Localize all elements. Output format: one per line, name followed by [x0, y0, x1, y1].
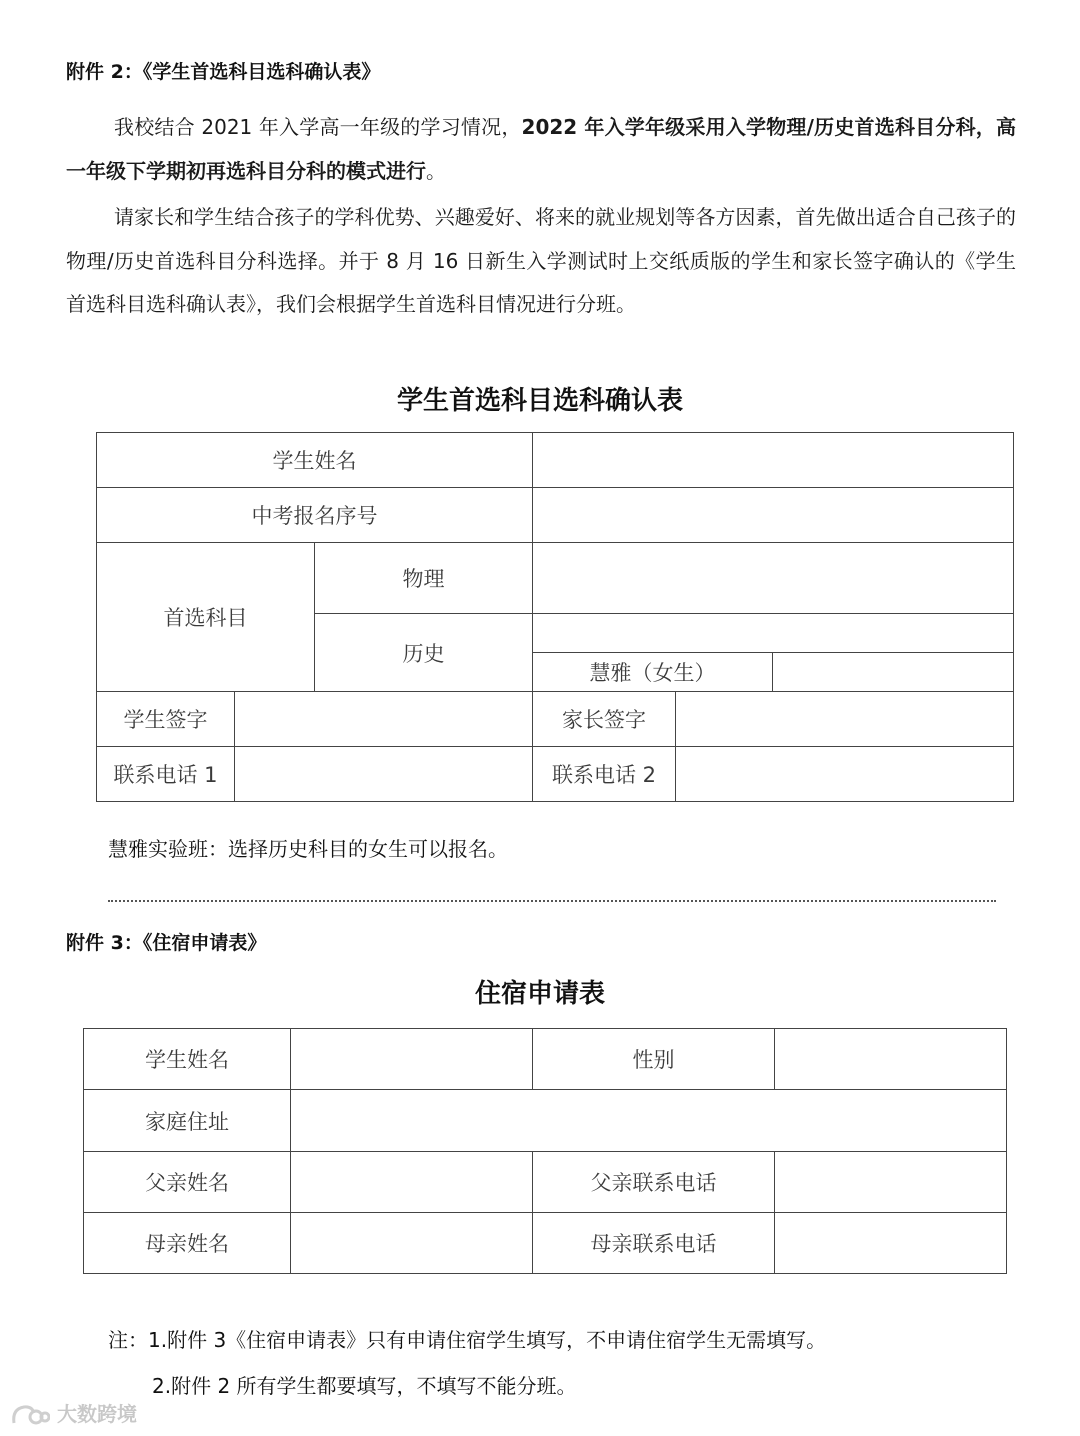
intro-paragraph-2: 请家长和学生结合孩子的学科优势、兴趣爱好、将来的就业规划等各方因素，首先做出适合自己孩子的物理/历史首选科目分科选择。并于 8 月 16 日新生入学测试时上交纸质版的学生和家长签字确认的《学生首选科目选科确认表》，我们会根据学生首选科目情况进行分班。 [66, 205, 1016, 316]
input-mother-name[interactable] [291, 1213, 533, 1274]
option-physics: 物理 [315, 543, 533, 614]
selection-table-title: 学生首选科目选科确认表 [396, 386, 683, 416]
table-row [97, 692, 1014, 747]
intro-bold-text: 2022 年入学年级采用入学物理/历史首选科目分科，高一年级下学期初再选科目分科的模式进行 [66, 115, 1016, 183]
label-student-sign: 学生签字 [97, 692, 235, 747]
intro-paragraph-1 [66, 106, 1016, 193]
table-row [84, 1213, 1007, 1274]
intro-text: 我校结合 2021 年入学高一年级的学习情况， [114, 115, 522, 139]
input-phone1[interactable] [235, 747, 533, 802]
attachment2-header: 附件 2：《学生首选科目选科确认表》 [66, 61, 381, 83]
input-physics[interactable] [533, 543, 1014, 614]
subject-selection-table [96, 432, 1014, 802]
huiya-note: 慧雅实验班：选择历史科目的女生可以报名。 [108, 837, 508, 861]
label-phone1: 联系电话 1 [97, 747, 235, 802]
watermark [10, 1398, 137, 1429]
label-father-phone: 父亲联系电话 [533, 1152, 775, 1213]
label-address: 家庭住址 [84, 1090, 291, 1152]
label-gender: 性别 [533, 1029, 775, 1090]
watermark-logo-icon [10, 1403, 50, 1429]
table-row [84, 1029, 1007, 1090]
dorm-application-table [83, 1028, 1007, 1274]
input-huiya[interactable] [773, 653, 1014, 692]
input-history[interactable] [533, 614, 1014, 653]
table-row [97, 747, 1014, 802]
input-father-phone[interactable] [775, 1152, 1007, 1213]
table-row [84, 1152, 1007, 1213]
input-dorm-student-name[interactable] [291, 1029, 533, 1090]
label-parent-sign: 家长签字 [533, 692, 676, 747]
label-huiya: 慧雅（女生） [533, 653, 773, 692]
input-father-name[interactable] [291, 1152, 533, 1213]
footnote-2: 2.附件 2 所有学生都要填写，不填写不能分班。 [152, 1374, 577, 1398]
input-address[interactable] [291, 1090, 1007, 1152]
table-row [97, 543, 1014, 614]
label-phone2: 联系电话 2 [533, 747, 676, 802]
input-student-sign[interactable] [235, 692, 533, 747]
watermark-text: 大数跨境 [56, 1402, 137, 1426]
input-phone2[interactable] [676, 747, 1014, 802]
label-first-subject: 首选科目 [97, 543, 315, 692]
input-exam-number[interactable] [533, 488, 1014, 543]
dorm-table-title: 住宿申请表 [474, 979, 605, 1009]
label-father-name: 父亲姓名 [84, 1152, 291, 1213]
input-gender[interactable] [775, 1029, 1007, 1090]
input-student-name[interactable] [533, 433, 1014, 488]
intro-end: 。 [426, 158, 446, 183]
dotted-divider [108, 900, 996, 902]
label-mother-phone: 母亲联系电话 [533, 1213, 775, 1274]
label-exam-number: 中考报名序号 [97, 488, 533, 543]
table-row [97, 433, 1014, 488]
input-mother-phone[interactable] [775, 1213, 1007, 1274]
input-parent-sign[interactable] [676, 692, 1014, 747]
footnote-1: 注：1.附件 3《住宿申请表》只有申请住宿学生填写，不申请住宿学生无需填写。 [108, 1328, 827, 1352]
table-row [97, 488, 1014, 543]
attachment3-header: 附件 3：《住宿申请表》 [66, 932, 267, 954]
table-row [84, 1090, 1007, 1152]
label-dorm-student-name: 学生姓名 [84, 1029, 291, 1090]
label-mother-name: 母亲姓名 [84, 1213, 291, 1274]
label-student-name: 学生姓名 [97, 433, 533, 488]
option-history: 历史 [315, 614, 533, 692]
